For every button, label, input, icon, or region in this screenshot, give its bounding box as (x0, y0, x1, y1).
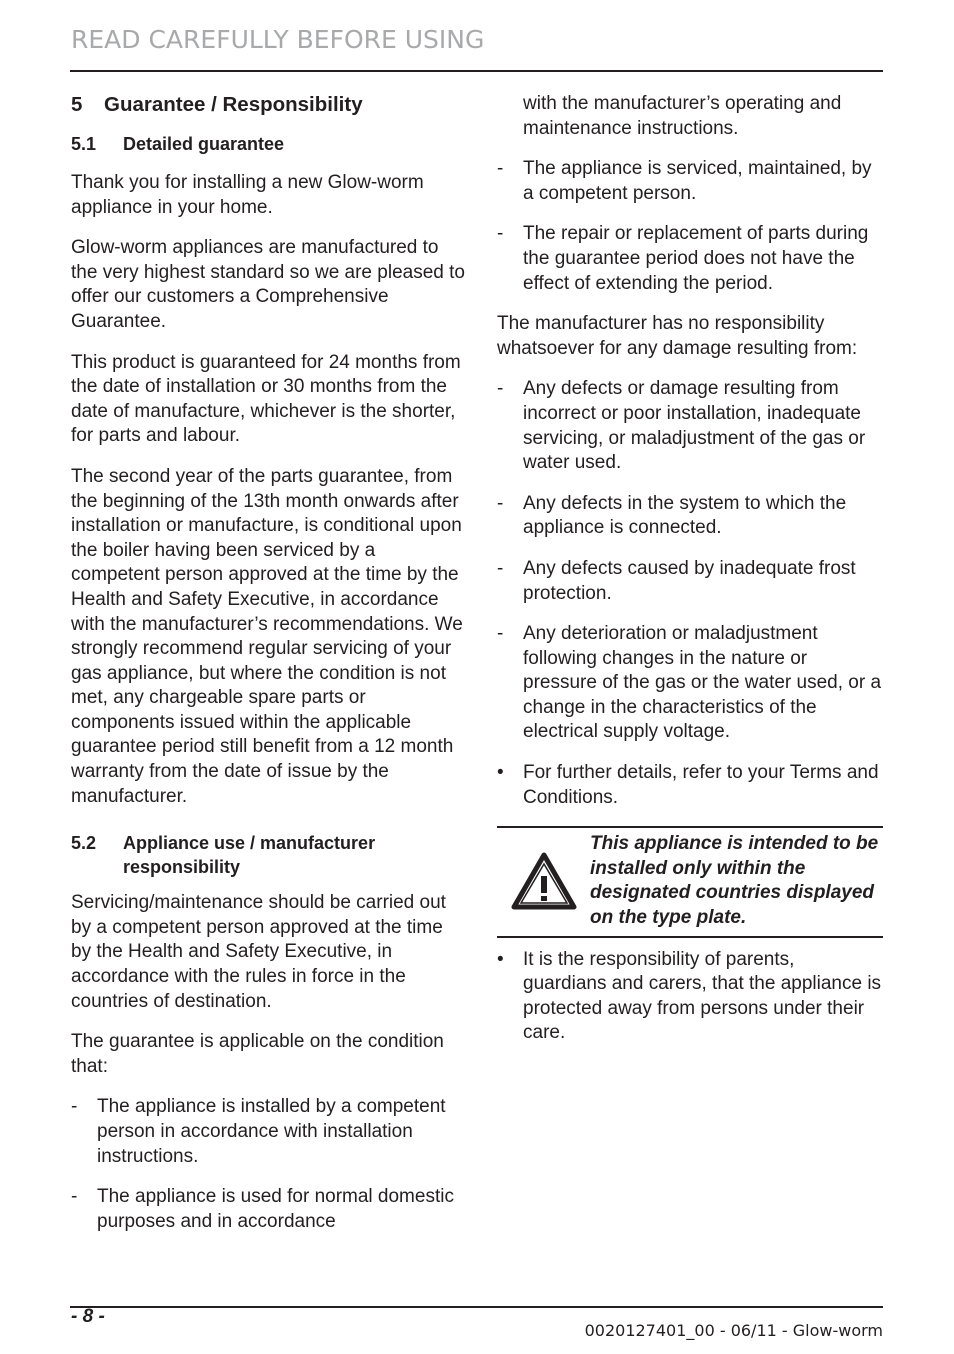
list-item (497, 557, 883, 606)
subsection-heading-5-1 (71, 132, 466, 156)
list-item-text: Any defects or damage resulting from incorrect or poor installation, inadequate servicing, or maladjustment of the gas or water used. (523, 378, 866, 474)
list-item-text: For further details, refer to your Terms and Conditions. (523, 762, 879, 808)
right-column (497, 92, 883, 1062)
list-item (71, 1185, 466, 1234)
list-item-text: Any defects in the system to which the appliance is connected. (523, 492, 847, 539)
list-item (497, 761, 883, 810)
list-item (497, 948, 883, 1046)
list-item-text: The appliance is installed by a competent person in accordance with installation instructions. (97, 1096, 446, 1167)
paragraph: Servicing/maintenance should be carried out by a competent person approved at the time by the Health and Safety Executive, in accordance with the rules in force in the countries of destination. (71, 892, 446, 1012)
paragraph: The guarantee is applicable on the condition that: (71, 1031, 444, 1077)
page-number: - 8 - (71, 1306, 105, 1327)
list-item-text: Any deterioration or maladjustment following changes in the nature or pressure of the gas or the water used, or a change in the characteristics of the electrical supply voltage. (523, 623, 882, 743)
subsection-number: 5.1 (71, 134, 97, 154)
left-column (71, 92, 466, 1250)
footer-rule (70, 1306, 883, 1308)
list-item-text: The appliance is used for normal domestic purposes and in accordance (97, 1186, 454, 1232)
section-number: 5 (71, 93, 83, 116)
dash-marker: - (497, 492, 504, 514)
subsection-number: 5.2 (71, 833, 97, 854)
paragraph: Thank you for installing a new Glow-worm appliance in your home. (71, 172, 424, 218)
subsection-heading-5-2 (71, 831, 466, 879)
header-rule (70, 70, 883, 72)
dash-marker: - (497, 223, 504, 245)
list-item-text: It is the responsibility of parents, guardians and carers, that the appliance is protected away from persons under their care. (523, 948, 882, 1044)
list-item-text: The repair or replacement of parts during the guarantee period does not have the effect of extending the period. (523, 223, 869, 294)
dash-marker: - (71, 1186, 78, 1208)
list-item-text: Any defects caused by inadequate frost protection. (523, 557, 856, 604)
paragraph: The manufacturer has no responsibility whatsoever for any damage resulting from: (497, 313, 858, 359)
document-reference: 0020127401_00 - 06/11 - Glow-worm (584, 1321, 883, 1340)
list-item (497, 157, 883, 206)
list-item-text: The appliance is serviced, maintained, by a competent person. (523, 158, 872, 204)
list-item (71, 1095, 466, 1169)
list-item (497, 622, 883, 745)
paragraph: The second year of the parts guarantee, from the beginning of the 13th month onwards after installation or manufacture, is conditional upon the boiler having been serviced by a competent person approved at the time by the Health and Safety Executive, in accordance with the manufacturer’s recommendations. We strongly recommend regular servicing of your gas appliance, but where the condition is not met, any chargeable spare parts or components issued within the applicable guarantee period still benefit from a 12 month warranty from the date of issue by the manufacturer. (71, 465, 463, 807)
bullet-marker: • (497, 948, 504, 970)
section-heading (71, 92, 466, 118)
warning-box (497, 826, 883, 937)
list-item (497, 377, 883, 475)
paragraph: Glow-worm appliances are manufactured to the very highest standard so we are pleased to offer our customers a Comprehensive Guarantee. (71, 237, 465, 332)
dash-marker: - (71, 1096, 78, 1118)
list-item-continuation: with the manufacturer’s operating and maintenance instructions. (523, 93, 842, 139)
subsection-title: Appliance use / manufacturer responsibility (123, 833, 376, 878)
section-title: Guarantee / Responsibility (104, 93, 363, 116)
dash-marker: - (497, 158, 504, 180)
dash-marker: - (497, 557, 504, 579)
warning-triangle-icon (497, 852, 590, 910)
dash-marker: - (497, 623, 504, 645)
warning-text: This appliance is intended to be installed only within the designated countries displayed on the type plate. (590, 833, 879, 929)
bullet-marker: • (497, 762, 504, 784)
subsection-title: Detailed guarantee (123, 134, 285, 154)
dash-marker: - (497, 378, 504, 400)
paragraph: This product is guaranteed for 24 months from the date of installation or 30 months from the date of manufacture, whichever is the shorter, for parts and labour. (71, 351, 461, 447)
list-item (497, 492, 883, 541)
header-title: READ CAREFULLY BEFORE USING (71, 25, 485, 54)
list-item (497, 222, 883, 296)
